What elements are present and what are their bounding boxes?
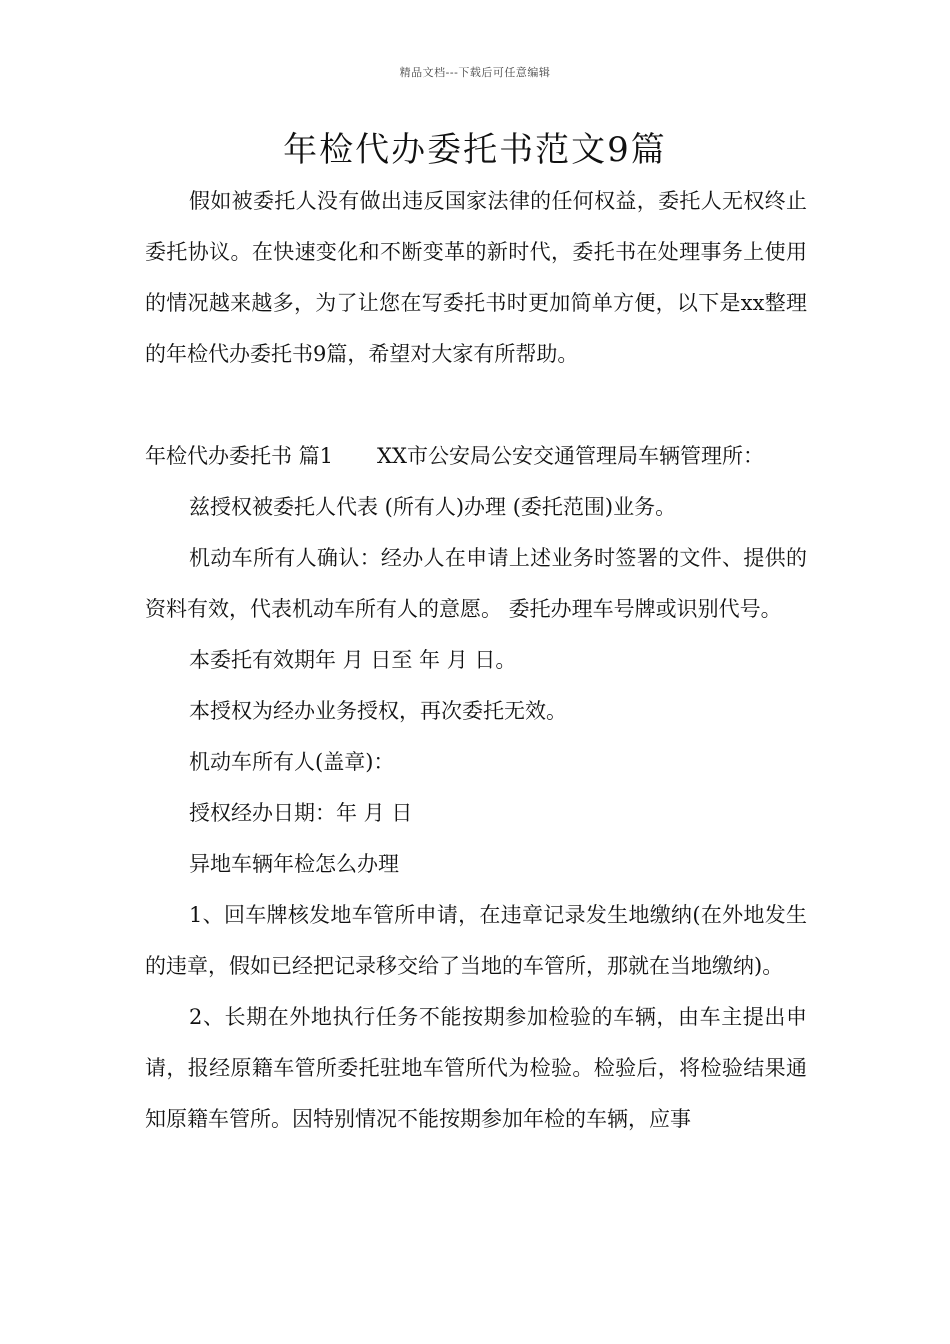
body-paragraph: 本委托有效期年 月 日至 年 月 日。 [189, 648, 517, 672]
document-body [145, 176, 807, 1145]
addressee: XX市公安局公安交通管理局车辆管理所： [377, 444, 764, 468]
body-paragraph: 机动车所有人(盖章)： [189, 750, 395, 774]
body-paragraph: 本授权为经办业务授权，再次委托无效。 [189, 699, 567, 723]
header-note: 精品文档---下载后可任意编辑 [399, 66, 551, 79]
list-item: 2、长期在外地执行任务不能按期参加检验的车辆，由车主提出申请，报经原籍车管所委托驻地车管所代为检验。检验后，将检验结果通知原籍车管所。因特别情况不能按期参加年检的车辆，应事 [145, 1005, 807, 1131]
section-heading-line [145, 431, 807, 482]
list-item: 1、回车牌核发地车管所申请，在违章记录发生地缴纳(在外地发生的违章，假如已经把记录移交给了当地的车管所，那就在当地缴纳)。 [145, 903, 807, 978]
intro-paragraph: 假如被委托人没有做出违反国家法律的任何权益，委托人无权终止委托协议。在快速变化和不断变革的新时代，委托书在处理事务上使用的情况越来越多，为了让您在写委托书时更加简单方便，以下是xx整理的年检代办委托书9篇，希望对大家有所帮助。 [145, 189, 807, 366]
paragraph-gap [145, 380, 807, 431]
subheading: 异地车辆年检怎么办理 [189, 852, 399, 876]
body-paragraph: 机动车所有人确认：经办人在申请上述业务时签署的文件、提供的资料有效，代表机动车所有人的意愿。 委托办理车号牌或识别代号。 [145, 546, 807, 621]
body-paragraph: 兹授权被委托人代表 (所有人)办理 (委托范围)业务。 [189, 495, 677, 519]
document-title: 年检代办委托书范文9篇 [283, 130, 667, 170]
section-heading: 年检代办委托书 篇1 [145, 444, 334, 468]
body-paragraph: 授权经办日期：年 月 日 [189, 801, 413, 825]
